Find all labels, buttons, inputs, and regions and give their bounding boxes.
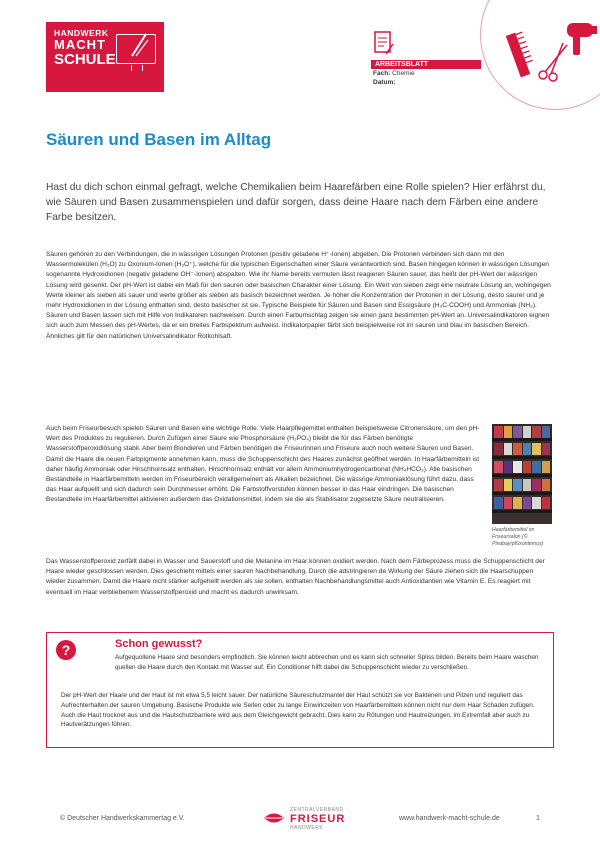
date-row <box>371 78 481 87</box>
svg-text:?: ? <box>61 642 71 658</box>
logo-line-2: MACHT <box>54 37 106 52</box>
box-paragraph-2: Der pH-Wert der Haare und der Haut ist mit etwa 5,5 leicht sauer. Der natürliche Säureschutzmantel der Haut schützt sie vor Bakterien und Pilzen und reguliert das Aufrechterhalten der sauren Umgebung. Basische Produkte wie Seifen oder zu lange Einwirkzeiten von Haarfärbemitteln können nicht nur dem Haar Schaden zufügen. Auch die Haut trocknet aus und die Hautschutzbarriere wird aus dem Gleichgewicht gebracht. Dies kann zu Rötungen und Hautreizungen, im Extremfall aber auch zu Hautverätzungen führen. <box>61 692 535 729</box>
footer-logo-bottom: HANDWERK <box>290 825 324 831</box>
hair-dryer-icon <box>567 23 597 55</box>
logo-line-3: SCHULE <box>54 51 116 68</box>
page-number: 1 <box>536 815 540 822</box>
date-label: Datum: <box>373 79 396 86</box>
subject-row <box>371 69 481 78</box>
body-paragraph-2: Auch beim Friseurbesuch spielen Säuren und Basen eine wichtige Rolle. Viele Haarpflegemittel enthalten beispielsweise Citronensäure, um den pH-Wert des Produktes zu regulieren. Durch Zufügen einer Säure wie Phosphorsäure (H₃PO₄) bleibt die für das Färben benötigte Wasserstoffperoxidlösung stabil. Aber beim Blondieren und Färben benötigen die Friseurinnen und Friseure auch noch weitere Säuren und Basen. Damit die Haare die neuen Farbpigmente annehmen kann, muss die Schuppenschicht des Haares zunächst geöffnet werden. In Haarfärbemitteln ist daher häufig Ammoniak oder Hirschhornsalz enthalten. Hirschhornsalz enthält vor allem Ammoniumhydrogencarbonat (NH₄HCO₃). Alle basischen Bestandteile in Haarfärbemitteln werden im Friseurbereich verallgemeinert als Alkalien bezeichnet. Die wässrige Ammoniaklösung führt dazu, dass das Haar aufquellt und sich dadurch sein Durchmesser erhöht. Die Farbstoffvorstufen können besser in das Haar eindringen. Die basischen Bestandteile im Haarfärbemittel aktivieren außerdem das Oxidationsmittel, indem sie die als Stabilisator zugesetzte Säure neutralisieren. <box>46 425 480 504</box>
lips-icon <box>262 807 286 829</box>
did-you-know-box <box>46 632 554 748</box>
hairdresser-tools-icon <box>505 15 600 85</box>
comb-icon <box>506 32 533 77</box>
body-paragraph-3: Das Wasserstoffperoxid zerfällt dabei in Wasser und Sauerstoff und die Melanine im Haar können oxidiert werden. Nach dem Färbeprozess muss die Schuppenschicht der Haare wieder geschlossen werden. Dies geschieht mittels einer sauren Nachbehandlung. Durch die adstringieren de Wirkung der Säure ziehen sich die Haarschuppen wieder zusammen. Damit die Haare nicht stärker aufgehellt werden als sie sollen, enthalten Nachbehandlungsmittel auch Antioxidantien wie Vitamin E. Es reagiert mit eventuell im Haar verbliebenem Wasserstoffperoxid und macht es dadurch unwirksam. <box>46 558 545 596</box>
box-title: Schon gewusst? <box>115 638 203 650</box>
intro-paragraph: Hast du dich schon einmal gefragt, welche Chemikalien beim Haarefärben eine Rolle spielen? Hier erfährst du, wie Säuren und Basen zusammenspielen und dafür sorgen, dass deine Haare nach dem Färben eine andere Farbe besitzen. <box>46 182 546 223</box>
question-icon <box>55 639 77 661</box>
footer-website-link[interactable]: www.handwerk-macht-schule.de <box>399 815 500 822</box>
footer-logo-top: ZENTRALVERBAND <box>290 807 344 813</box>
page-title: Säuren und Basen im Alltag <box>46 130 272 149</box>
sheet-label: ARBEITSBLATT <box>371 60 481 69</box>
hair-dye-shelf-photo <box>492 424 552 524</box>
box-paragraph-1: Aufgequollene Haare sind besonders empfindlich. Sie können leicht abbrechen und es kann sich schneller Spliss bilden. Bereits beim Haare waschen quellen die Haare durch den Kontakt mit Wasser auf. Ein Conditioner hilft dabei die Schuppenschicht wieder zu verschließen. <box>115 654 539 671</box>
logo-line-1: HANDWERK <box>54 28 109 38</box>
handwerk-macht-schule-logo <box>46 22 164 92</box>
tools-icon <box>128 30 150 60</box>
body-paragraph-1: Säuren gehören zu den Verbindungen, die in wässrigen Lösungen Protonen (positiv geladene H⁺-Ionen) abgeben. Die Protonen verbinden sich dann mit den Wassermolekülen (H₂O) zu Oxonium-Ionen (H₃O⁺), welche für die typischen Eigenschaften einer Säure verantwortlich sind. Basen hingegen können in wässrigen Lösungen sogenannte Hydroxidionen (negativ geladene OH⁻-Ionen) abspalten. Wie ihr Name bereits vermuten lässt reagieren Säuren sauer, das heißt der pH-Wert der wässrigen Lösung wird gesenkt. Der pH-Wert ist dabei ein Maß für den sauren oder basischen Charakter einer Lösung. Ein Wert von sieben zeigt eine neutrale Lösung an, wohingegen Werte kleiner als sieben als sauer und werte größer als sieben als basisch bezeichnet werden. Je höher die Konzentration der Protonen in der Lösung, desto saurer und je mehr Hydroxidionen in der Lösung enthalten sind, desto basischer ist sie. Typische Beispiele für Säuren und Basen sind Essigsäure (H₃C-COOH) und Ammoniak (NH₃). Säuren und Basen lassen sich mit Hilfe von Indikatoren nachweisen. Durch einen Farbumschlag zeigen sie einen ganz bestimmten pH-Wert an. Universalindikatoren eignen sich auch zum Messen des pH-Wertes, da er ein breites Farbspektrum aufweist. Indikatorpapier färbt sich beispielweise rot im sauren und blau im basischen Bereich. Ähnliches gilt für den natürlichen Universalindikator Rotkohlsaft. <box>46 251 551 340</box>
worksheet-icon <box>372 30 394 56</box>
subject-label: Fach: <box>373 70 391 77</box>
footer-logo-main: FRISEUR <box>290 813 346 825</box>
footer-copyright: © Deutscher Handwerkskammertag e.V. <box>60 815 185 822</box>
friseur-handwerk-logo <box>262 805 352 831</box>
scissors-icon <box>539 43 567 81</box>
photo-caption: Haarfärbemittel im Friseursalon (© Pixabay/pfüxontemus) <box>492 527 544 547</box>
subject-value: Chemie <box>392 70 415 77</box>
worksheet-meta <box>371 60 481 87</box>
